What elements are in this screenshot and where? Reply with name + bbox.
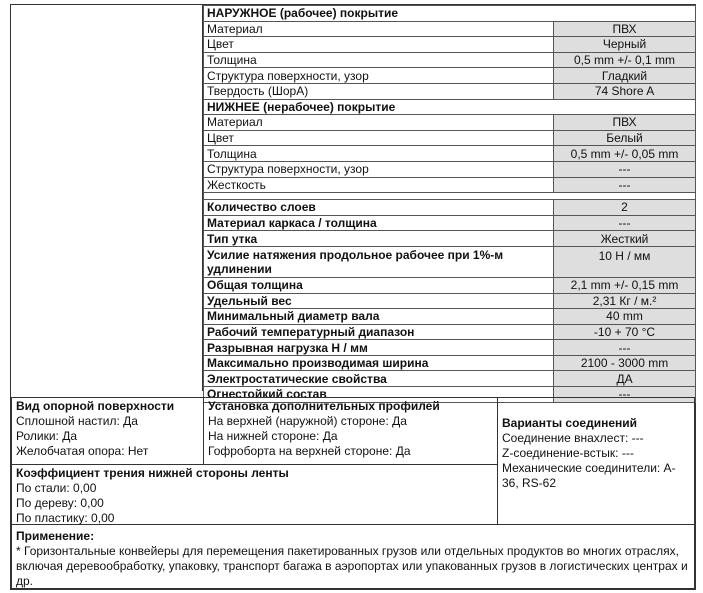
spec-label: Максимально производимая ширина: [204, 355, 554, 371]
spec-label: Жесткость: [204, 177, 554, 193]
profiles-line: Гофроборта на верхней стороне: Да: [208, 444, 411, 458]
spec-value: 10 Н / мм: [554, 246, 696, 277]
spec-value: 40 mm: [554, 309, 696, 325]
spec-label: Толщина: [204, 146, 554, 162]
spec-value: ПВХ: [554, 115, 696, 131]
spec-value: Жесткий: [554, 231, 696, 247]
spec-value: ПВХ: [554, 21, 696, 37]
spec-value: 74 Shore A: [554, 83, 696, 99]
spec-label: Материал: [204, 115, 554, 131]
friction-line: По пластику: 0,00: [16, 511, 115, 525]
spec-value: ---: [554, 161, 696, 177]
left-blank-panel: [11, 5, 203, 391]
spec-sheet: [10, 4, 696, 590]
spec-label: Общая толщина: [204, 277, 554, 293]
friction-line: По дереву: 0,00: [16, 496, 104, 510]
spec-label: Минимальный диаметр вала: [204, 309, 554, 325]
spec-label: Структура поверхности, узор: [204, 161, 554, 177]
spec-value: 0,5 mm +/- 0,05 mm: [554, 146, 696, 162]
joints-line: Механические соединители: A-36, RS-62: [502, 461, 676, 490]
profiles-title: Установка дополнительных профилей: [208, 399, 440, 413]
support-surface-box: [11, 397, 204, 465]
spec-value: 0,5 mm +/- 0,1 mm: [554, 52, 696, 68]
spec-value: ---: [554, 215, 696, 231]
joints-box: [497, 397, 695, 525]
spec-value: 2: [554, 200, 696, 216]
spec-label: Тип утка: [204, 231, 554, 247]
support-surface-line: Желобчатая опора: Нет: [16, 444, 149, 458]
section-gap: [204, 193, 696, 200]
spec-value: Белый: [554, 130, 696, 146]
spec-label: Рабочий температурный диапазон: [204, 324, 554, 340]
spec-label: Цвет: [204, 130, 554, 146]
spec-value: 2,31 Кг / м.²: [554, 293, 696, 309]
spec-label: Цвет: [204, 37, 554, 53]
spec-label: Разрывная нагрузка Н / мм: [204, 340, 554, 356]
support-surface-line: Ролики: Да: [16, 429, 78, 443]
application-box: [11, 524, 695, 589]
spec-label: Твердость (ШорА): [204, 83, 554, 99]
spec-label: Огнестойкий состав: [204, 387, 554, 403]
joints-line: Соединение внахлест: ---: [502, 431, 644, 445]
application-title: Применение:: [16, 529, 95, 543]
spec-value: Черный: [554, 37, 696, 53]
friction-title: Коэффициент трения нижней стороны ленты: [16, 466, 289, 480]
spec-value: ДА: [554, 371, 696, 387]
spec-value: ---: [554, 387, 696, 403]
joints-line: Z-соединение-встык: ---: [502, 446, 634, 460]
spec-value: Гладкий: [554, 68, 696, 84]
profiles-line: На нижней стороне: Да: [208, 429, 338, 443]
profiles-line: На верхней (наружной) стороне: Да: [208, 414, 407, 428]
spec-value: 2100 - 3000 mm: [554, 355, 696, 371]
spec-label: Количество слоев: [204, 200, 554, 216]
friction-line: По стали: 0,00: [16, 481, 97, 495]
spec-value: ---: [554, 340, 696, 356]
spec-label: Материал: [204, 21, 554, 37]
spec-label: Усилие натяжения продольное рабочее при 1%-м удлинении: [204, 246, 554, 277]
spec-label: Материал каркаса / толщина: [204, 215, 554, 231]
spec-table: [203, 5, 696, 403]
spec-label: Удельный вес: [204, 293, 554, 309]
spec-label: Толщина: [204, 52, 554, 68]
inner-cover-title: НИЖНЕЕ (нерабочее) покрытие: [204, 99, 696, 115]
spec-label: Структура поверхности, узор: [204, 68, 554, 84]
joints-title: Варианты соединений: [502, 416, 638, 430]
outer-cover-title: НАРУЖНОЕ (рабочее) покрытие: [204, 6, 696, 22]
spec-value: 2,1 mm +/- 0,15 mm: [554, 277, 696, 293]
profiles-box: [203, 397, 498, 465]
spec-value: -10 + 70 °С: [554, 324, 696, 340]
support-surface-line: Сплошной настил: Да: [16, 414, 138, 428]
application-text: * Горизонтальные конвейеры для перемещения пакетированных грузов или отдельных продуктов во многих отраслях, включая деревообработку, упаковку, транспорт багажа в аэропортах или упакованных грузов в логистических центрах и др.: [16, 544, 688, 588]
support-surface-title: Вид опорной поверхности: [16, 399, 175, 413]
spec-label: Электростатические свойства: [204, 371, 554, 387]
friction-box: [11, 464, 498, 525]
spec-value: ---: [554, 177, 696, 193]
